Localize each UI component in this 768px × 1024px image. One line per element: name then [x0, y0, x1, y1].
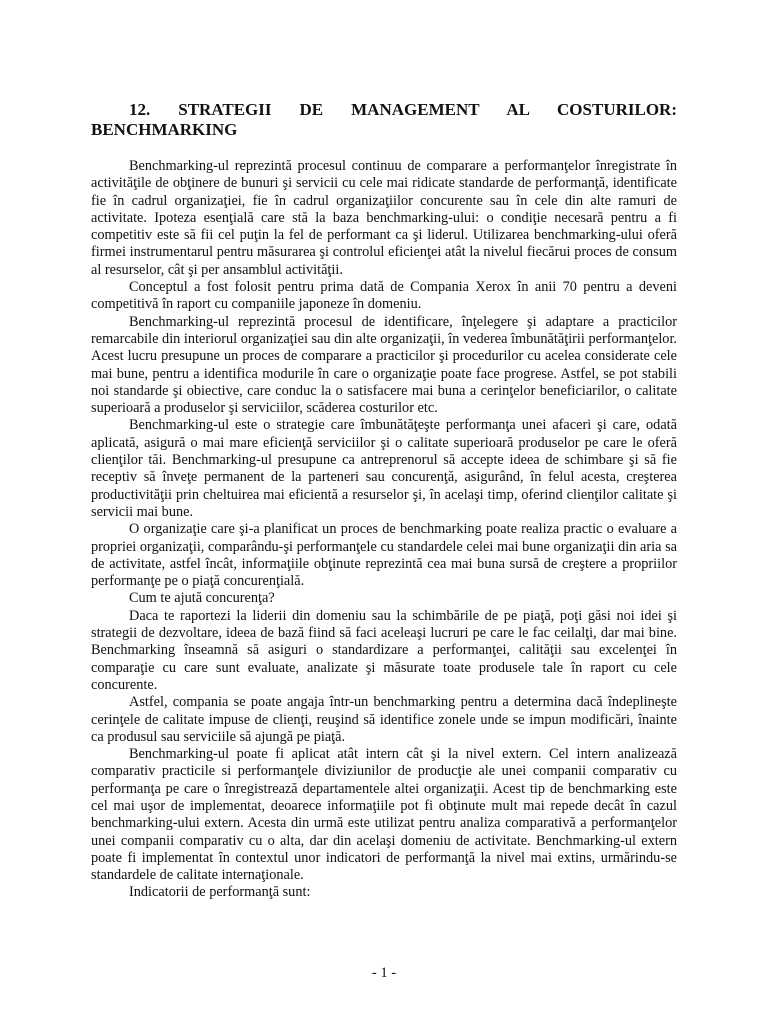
page-number: - 1 -	[371, 965, 397, 981]
section-title-line-1: 12. STRATEGII DE MANAGEMENT AL COSTURILOR:	[129, 100, 677, 119]
paragraph-organization: O organizaţie care şi-a planificat un proces de benchmarking poate realiza practic o evaluare a propriei organizaţii, comparându-şi performanţele cu standardele celei mai bune organizaţii din aria sa de activitate, astfel încât, informaţiile obţinute reprezintă cea mai buna sursă de creştere a propriilor performanţe pe o piaţă concurenţială.	[91, 521, 677, 590]
document-page	[91, 100, 677, 902]
paragraph-strategy: Benchmarking-ul este o strategie care îmbunătăţeşte performanţa unei afaceri şi care, odată aplicată, asigură o mai mare eficienţă serviciilor şi o calitate superioară produselor pe care le oferă clienţilor tăi. Benchmarking-ul presupune ca antreprenorul să accepte ideea de schimbare şi să fie receptiv să înveţe permanent de la parteneri sau concurenţă, asigurând, în felul acesta, creşterea productivităţii prin cheltuirea mai eficientă a resurselor şi, în acelaşi timp, oferind clienţilor calitate şi servicii mai bune.	[91, 417, 677, 520]
paragraph-definition: Benchmarking-ul reprezintă procesul continuu de comparare a performanţelor înregistrate în activităţile de obţinere de bunuri şi servicii cu cele mai ridicate standarde de performanţă, identificate fie în cadrul organizaţiei, fie în cadrul organizaţiilor concurente sau în cele din alte ramuri de activitate. Ipoteza esenţială care stă la baza benchmarking-ului: o condiţie necesară pentru a fi competitiv este să fii cel puţin la fel de performant ca şi liderul. Utilizarea benchmarking-ului oferă firmei instrumentarul pentru măsurarea şi controlul eficienţei atât la nivelul fiecărui proces de consum al resurselor, cât şi per ansamblul activităţii.	[91, 158, 677, 278]
paragraph-indicators: Indicatorii de performanţă sunt:	[129, 884, 311, 901]
section-title-line-2: BENCHMARKING	[91, 120, 238, 139]
paragraph-xerox: Conceptul a fost folosit pentru prima dată de Compania Xerox în anii 70 pentru a deveni competitivă în raport cu companiile japoneze în domeniu.	[91, 279, 677, 313]
paragraph-internal-external: Benchmarking-ul poate fi aplicat atât intern cât şi la nivel extern. Cel intern analizează comparativ practicile si performanţele diviziunilor de producţie ale unei companii comparativ cu performanţa pe care o înregistrează departamentele altei organizaţii. Acest tip de benchmarking este cel mai uşor de implementat, deoarece informaţiile pot fi obţinute mult mai repede decât în cazul benchmarking-ului extern. Acesta din urmă este utilizat pentru analiza comparativă a performanţelor unei companii comparativ cu o alta, dar din acelaşi domeniu de activitate. Benchmarking-ul extern poate fi implementat în contextul unor indicatori de performanţă la nivel mai extins, urmărindu-se standardele de calitate internaţionale.	[91, 746, 677, 884]
paragraph-question: Cum te ajută concurenţa?	[129, 590, 275, 607]
paragraph-leaders: Daca te raportezi la liderii din domeniu sau la schimbările de pe piaţă, poţi găsi noi idei şi strategii de dezvoltare, ideea de bază fiind să faci aceleaşi lucruri pe care le fac ceilalţi, dar mai bine. Benchmarking înseamnă să asiguri o standardizare a performanţei, calităţii sau excelenţei în comparaţie cu care sunt evaluate, analizate şi măsurate toate produsele tale în raport cu cele concurente.	[91, 607, 677, 693]
paragraph-process: Benchmarking-ul reprezintă procesul de identificare, înţelegere şi adaptare a practicilor remarcabile din interiorul organizaţiei sau din alte organizaţii, în vederea îmbunătăţirii performanţelor. Acest lucru presupune un proces de comparare a practicilor şi procedurilor cu acelea considerate cele mai bune, pentru a identifica modurile în care o organizaţie poate face progrese. Astfel, se pot stabili noi standarde şi obiective, care conduc la o satisfacere mai buna a cerinţelor beneficiarilor, o calitate superioară a produselor şi serviciilor, scăderea costurilor etc.	[91, 313, 677, 417]
paragraph-company: Astfel, compania se poate angaja într-un benchmarking pentru a determina dacă îndeplineşte cerinţele de calitate impuse de clienţi, reuşind să identifice zonele unde se impun modificări, înainte ca produsul sau serviciile să ajungă pe piaţă.	[91, 694, 677, 745]
section-title	[91, 100, 677, 140]
